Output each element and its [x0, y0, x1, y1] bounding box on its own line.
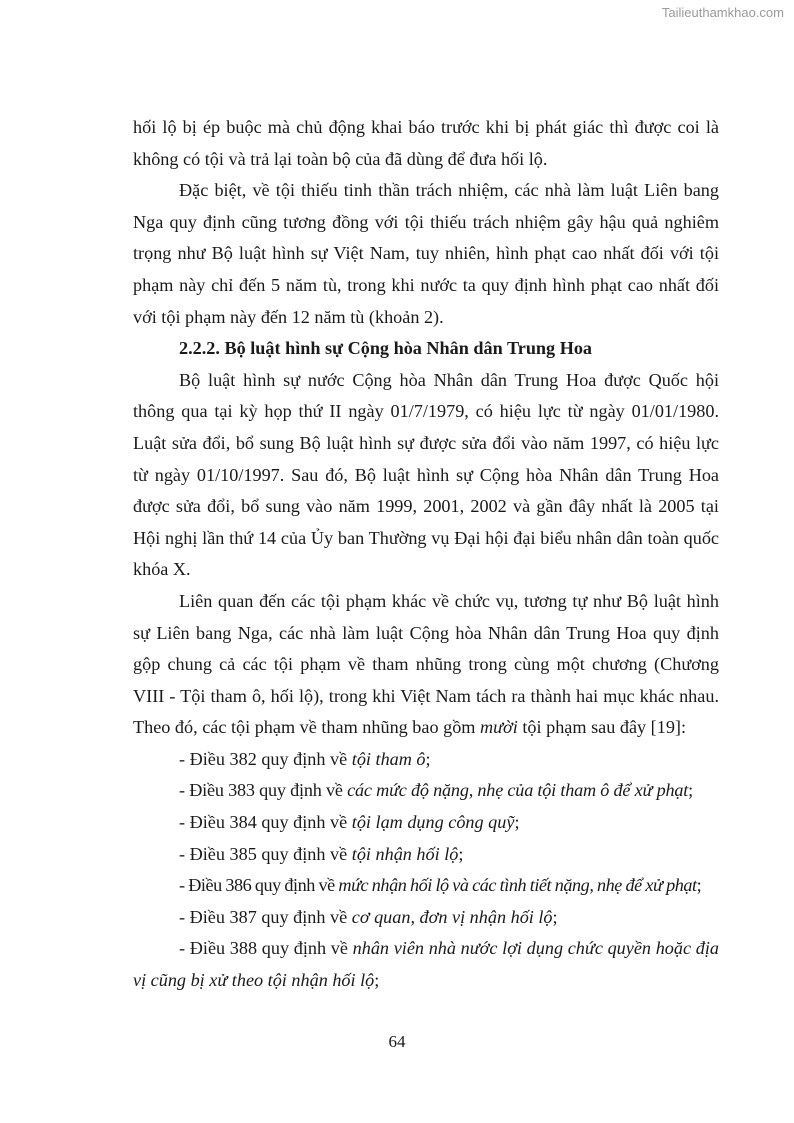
article-prefix: - Điều 386 quy định về: [179, 875, 339, 896]
article-list-item: [133, 870, 719, 902]
article-topic: tội nhận hối lộ: [351, 843, 459, 864]
article-list-item: [133, 807, 719, 839]
article-list-item: [133, 775, 719, 807]
article-topic: tội lạm dụng công quỹ: [351, 812, 515, 833]
document-body: [133, 112, 719, 997]
article-prefix: - Điều 388 quy định về: [179, 938, 353, 959]
article-suffix: ;: [425, 748, 431, 769]
article-prefix: - Điều 382 quy định về: [179, 748, 352, 769]
article-topic: các mức độ nặng, nhẹ của tội tham ô để xử phạt: [347, 780, 689, 801]
intro-emphasis: mười: [480, 717, 518, 738]
article-suffix: ;: [688, 780, 693, 801]
paragraph-china-criminal-code-history: Bộ luật hình sự nước Cộng hòa Nhân dân Trung Hoa được Quốc hội thông qua tại kỳ họp thứ II ngày 01/7/1979, có hiệu lực từ ngày 01/01/1980. Luật sửa đổi, bổ sung Bộ luật hình sự được sửa đổi vào năm 1997, có hiệu lực từ ngày 01/10/1997. Sau đó, Bộ luật hình sự Cộng hòa Nhân dân Trung Hoa được sửa đổi, bổ sung vào năm 1999, 2001, 2002 và gần đây nhất là 2005 tại Hội nghị lần thứ 14 của Ủy ban Thường vụ Đại hội đại biểu nhân dân toàn quốc khóa X.: [133, 369, 719, 580]
article-suffix: ;: [552, 906, 558, 927]
paragraph-corruption-crimes-intro: [133, 586, 719, 744]
article-prefix: - Điều 387 quy định về: [179, 906, 352, 927]
article-list-item: [133, 933, 719, 996]
article-suffix: ;: [374, 970, 380, 991]
paragraph-negligence-comparison: Đặc biệt, về tội thiếu tinh thần trách nhiệm, các nhà làm luật Liên bang Nga quy định cũng tương đồng với tội thiếu trách nhiệm gây hậu quả nghiêm trọng như Bộ luật hình sự Việt Nam, tuy nhiên, hình phạt cao nhất đối với tội phạm này chỉ đến 5 năm tù, trong khi nước ta quy định hình phạt cao nhất đối với tội phạm này đến 12 năm tù (khoản 2).: [133, 180, 719, 327]
article-suffix: ;: [696, 875, 702, 896]
paragraph-bribery-exemption: hối lộ bị ép buộc mà chủ động khai báo trước khi bị phát giác thì được coi là không có tội và trả lại toàn bộ của đã dùng để đưa hối lộ.: [133, 117, 719, 169]
article-list-item: [133, 902, 719, 934]
intro-text-after: tội phạm sau đây [19]:: [517, 717, 687, 738]
watermark: Tailieuthamkhao.com: [661, 5, 784, 20]
article-suffix: ;: [514, 812, 520, 833]
article-list-item: [133, 744, 719, 776]
article-topic: cơ quan, đơn vị nhận hối lộ: [351, 906, 553, 927]
article-prefix: - Điều 383 quy định về: [179, 780, 348, 801]
article-suffix: ;: [458, 843, 464, 864]
section-heading: 2.2.2. Bộ luật hình sự Cộng hòa Nhân dân Trung Hoa: [179, 338, 593, 359]
article-topic: nhân viên nhà nước lợi dụng chức quyền hoặc địa vị cũng bị xử theo tội nhận hối lộ: [133, 938, 719, 991]
article-list-item: [133, 839, 719, 871]
article-prefix: - Điều 385 quy định về: [179, 843, 352, 864]
article-topic: mức nhận hối lộ và các tình tiết nặng, nhẹ để xử phạt: [338, 875, 697, 896]
article-topic: tội tham ô: [351, 748, 426, 769]
page-number: 64: [388, 1032, 406, 1051]
intro-text-before: Liên quan đến các tội phạm khác về chức vụ, tương tự như Bộ luật hình sự Liên bang Nga, các nhà làm luật Cộng hòa Nhân dân Trung Hoa quy định gộp chung cả các tội phạm về tham nhũng trong cùng một chương (Chương VIII - Tội tham ô, hối lộ), trong khi Việt Nam tách ra thành hai mục khác nhau. Theo đó, các tội phạm về tham nhũng bao gồm: [133, 590, 719, 738]
article-prefix: - Điều 384 quy định về: [179, 812, 352, 833]
